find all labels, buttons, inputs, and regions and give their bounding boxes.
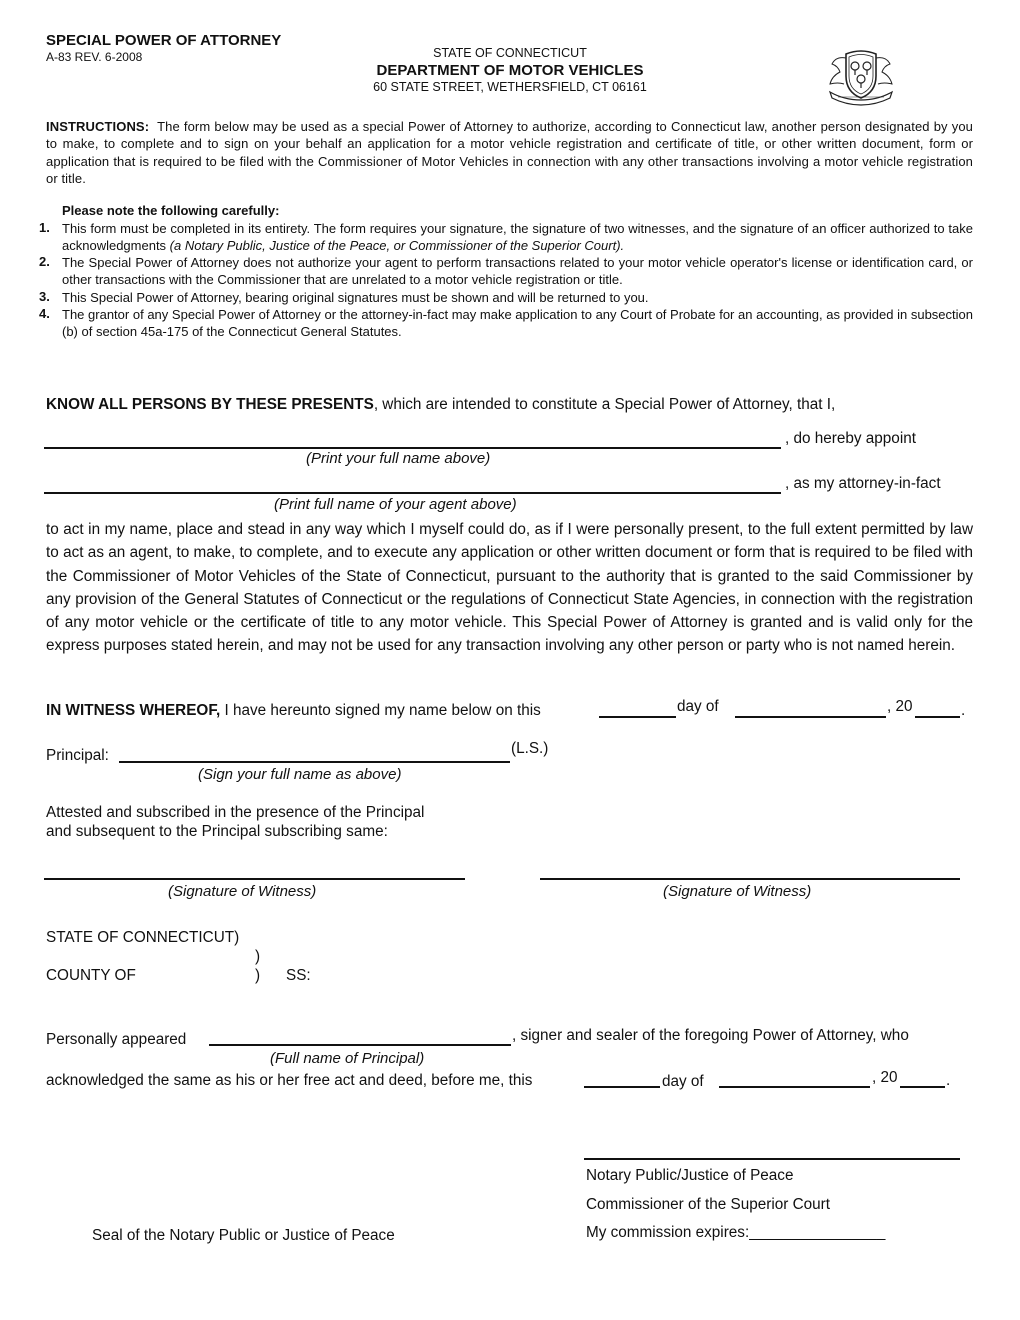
notary-line-1: Notary Public/Justice of Peace	[586, 1167, 794, 1184]
witness-year-field[interactable]	[915, 716, 960, 718]
notes-heading: Please note the following carefully:	[62, 203, 280, 218]
acknowledged-text: acknowledged the same as his or her free act and deed, before me, this	[46, 1072, 533, 1089]
attorney-in-fact-text: , as my attorney-in-fact	[785, 475, 941, 492]
principal-label: Principal:	[46, 747, 109, 764]
note-italic: (a Notary Public, Justice of the Peace, or Commissioner of the Superior Court).	[169, 238, 625, 253]
witness-month-field[interactable]	[735, 716, 886, 718]
know-all-bold: KNOW ALL PERSONS BY THESE PRESENTS	[46, 396, 374, 413]
commission-expires: My commission expires:________________	[586, 1224, 886, 1241]
signer-sealer-text: , signer and sealer of the foregoing Power of Attorney, who	[512, 1027, 909, 1044]
witness-statement	[46, 702, 541, 720]
note-number: 4.	[39, 306, 50, 321]
note-number: 3.	[39, 289, 50, 304]
agent-name-field[interactable]	[44, 492, 781, 494]
authority-paragraph: to act in my name, place and stead in any way which I myself could do, as if I were personally present, to the full extent permitted by law to act as an agent, to make, to complete, and to execute any application or other written document or form that is required to be filed with the Commissioner of Motor Vehicles of the State of Connecticut, pursuant to the authority that is granted to the said Commissioner by any provision of the General Statutes of Connecticut or the regulations of Connecticut State Agencies, in connection with the registration of any motor vehicle or the certificate of title to any motor vehicle. This Special Power of Attorney is granted and is valid only for the express purposes stated herein, and may not be used for any transaction involving any other person or party who is not named herein.	[46, 521, 973, 655]
note-item	[62, 220, 973, 254]
agency-department: DEPARTMENT OF MOTOR VEHICLES	[376, 62, 644, 79]
venue-paren: )	[255, 948, 261, 965]
know-all-rest: , which are intended to constitute a Special Power of Attorney, that I,	[373, 396, 836, 413]
witness-1-signature-field[interactable]	[44, 878, 465, 880]
agency-address: 60 STATE STREET, WETHERSFIELD, CT 06161	[373, 80, 647, 94]
attest-line-1: Attested and subscribed in the presence of the Principal	[46, 804, 425, 821]
ack-year-prefix: , 20	[872, 1069, 898, 1086]
full-name-principal-caption: (Full name of Principal)	[270, 1050, 425, 1067]
note-item: The Special Power of Attorney does not authorize your agent to perform transactions related to your motor vehicle operator's license or identification card, or other transactions with the Commissioner that are unrelated to a motor vehicle registration or title.	[62, 255, 973, 287]
principal-signature-field[interactable]	[119, 761, 510, 763]
instructions	[46, 118, 973, 187]
ack-period: .	[946, 1072, 951, 1089]
note-text: This form must be completed in its entirety. The form requires your signature, the signature of two witnesses, and the signature of an officer authorized to take acknowledgments	[62, 221, 973, 253]
ack-month-field[interactable]	[719, 1086, 870, 1088]
witness-year-prefix: , 20	[887, 698, 913, 715]
principal-full-name-field[interactable]	[209, 1044, 511, 1046]
ack-year-field[interactable]	[900, 1086, 945, 1088]
witness-2-caption: (Signature of Witness)	[663, 883, 812, 900]
form-number: A-83 REV. 6-2008	[46, 50, 143, 64]
instructions-label: INSTRUCTIONS:	[46, 119, 150, 134]
notary-line-2: Commissioner of the Superior Court	[586, 1196, 830, 1213]
ack-day-field[interactable]	[584, 1086, 660, 1088]
notary-seal-label: Seal of the Notary Public or Justice of Peace	[92, 1227, 395, 1244]
witness-bold: IN WITNESS WHEREOF,	[46, 702, 221, 719]
venue-paren-2: )	[255, 967, 261, 984]
principal-name-field[interactable]	[44, 447, 781, 449]
note-item: This Special Power of Attorney, bearing original signatures must be shown and will be returned to you.	[62, 290, 649, 305]
agency-state: STATE OF CONNECTICUT	[433, 46, 587, 60]
principal-signature-caption: (Sign your full name as above)	[198, 766, 402, 783]
know-all-statement	[46, 396, 835, 414]
note-number: 2.	[39, 254, 50, 269]
ls-label: (L.S.)	[511, 740, 549, 757]
ack-day-of: day of	[662, 1073, 704, 1090]
venue-state: STATE OF CONNECTICUT)	[46, 929, 240, 946]
notary-signature-field[interactable]	[584, 1158, 960, 1160]
witness-day-field[interactable]	[599, 716, 676, 718]
principal-name-caption: (Print your full name above)	[306, 450, 491, 467]
attest-line-2: and subsequent to the Principal subscribing same:	[46, 823, 388, 840]
witness-2-signature-field[interactable]	[540, 878, 960, 880]
venue-county: COUNTY OF	[46, 967, 136, 984]
instructions-text: The form below may be used as a special Power of Attorney to authorize, according to Connecticut law, another person designated by you to make, to complete and to sign on your behalf an application for a motor vehicle registration and certificate of title, or other written document, form or application that is required to be filed with the Commissioner of Motor Vehicles in connection with any other transactions involving a motor vehicle registration or title.	[46, 119, 973, 186]
witness-rest: I have hereunto signed my name below on this	[220, 702, 541, 719]
venue-ss: SS:	[286, 967, 311, 984]
note-item: The grantor of any Special Power of Attorney or the attorney-in-fact may make application to any Court of Probate for an accounting, as provided in subsection (b) of section 45a-175 of the Connecticut General Statutes.	[62, 307, 973, 339]
state-seal-icon	[824, 46, 898, 106]
form-title: SPECIAL POWER OF ATTORNEY	[46, 32, 282, 49]
appoint-text: , do hereby appoint	[785, 430, 916, 447]
agent-name-caption: (Print full name of your agent above)	[274, 496, 517, 513]
note-number: 1.	[39, 220, 50, 235]
witness-period: .	[961, 702, 966, 719]
personally-appeared: Personally appeared	[46, 1031, 187, 1048]
witness-1-caption: (Signature of Witness)	[168, 883, 317, 900]
witness-day-of: day of	[677, 698, 719, 715]
